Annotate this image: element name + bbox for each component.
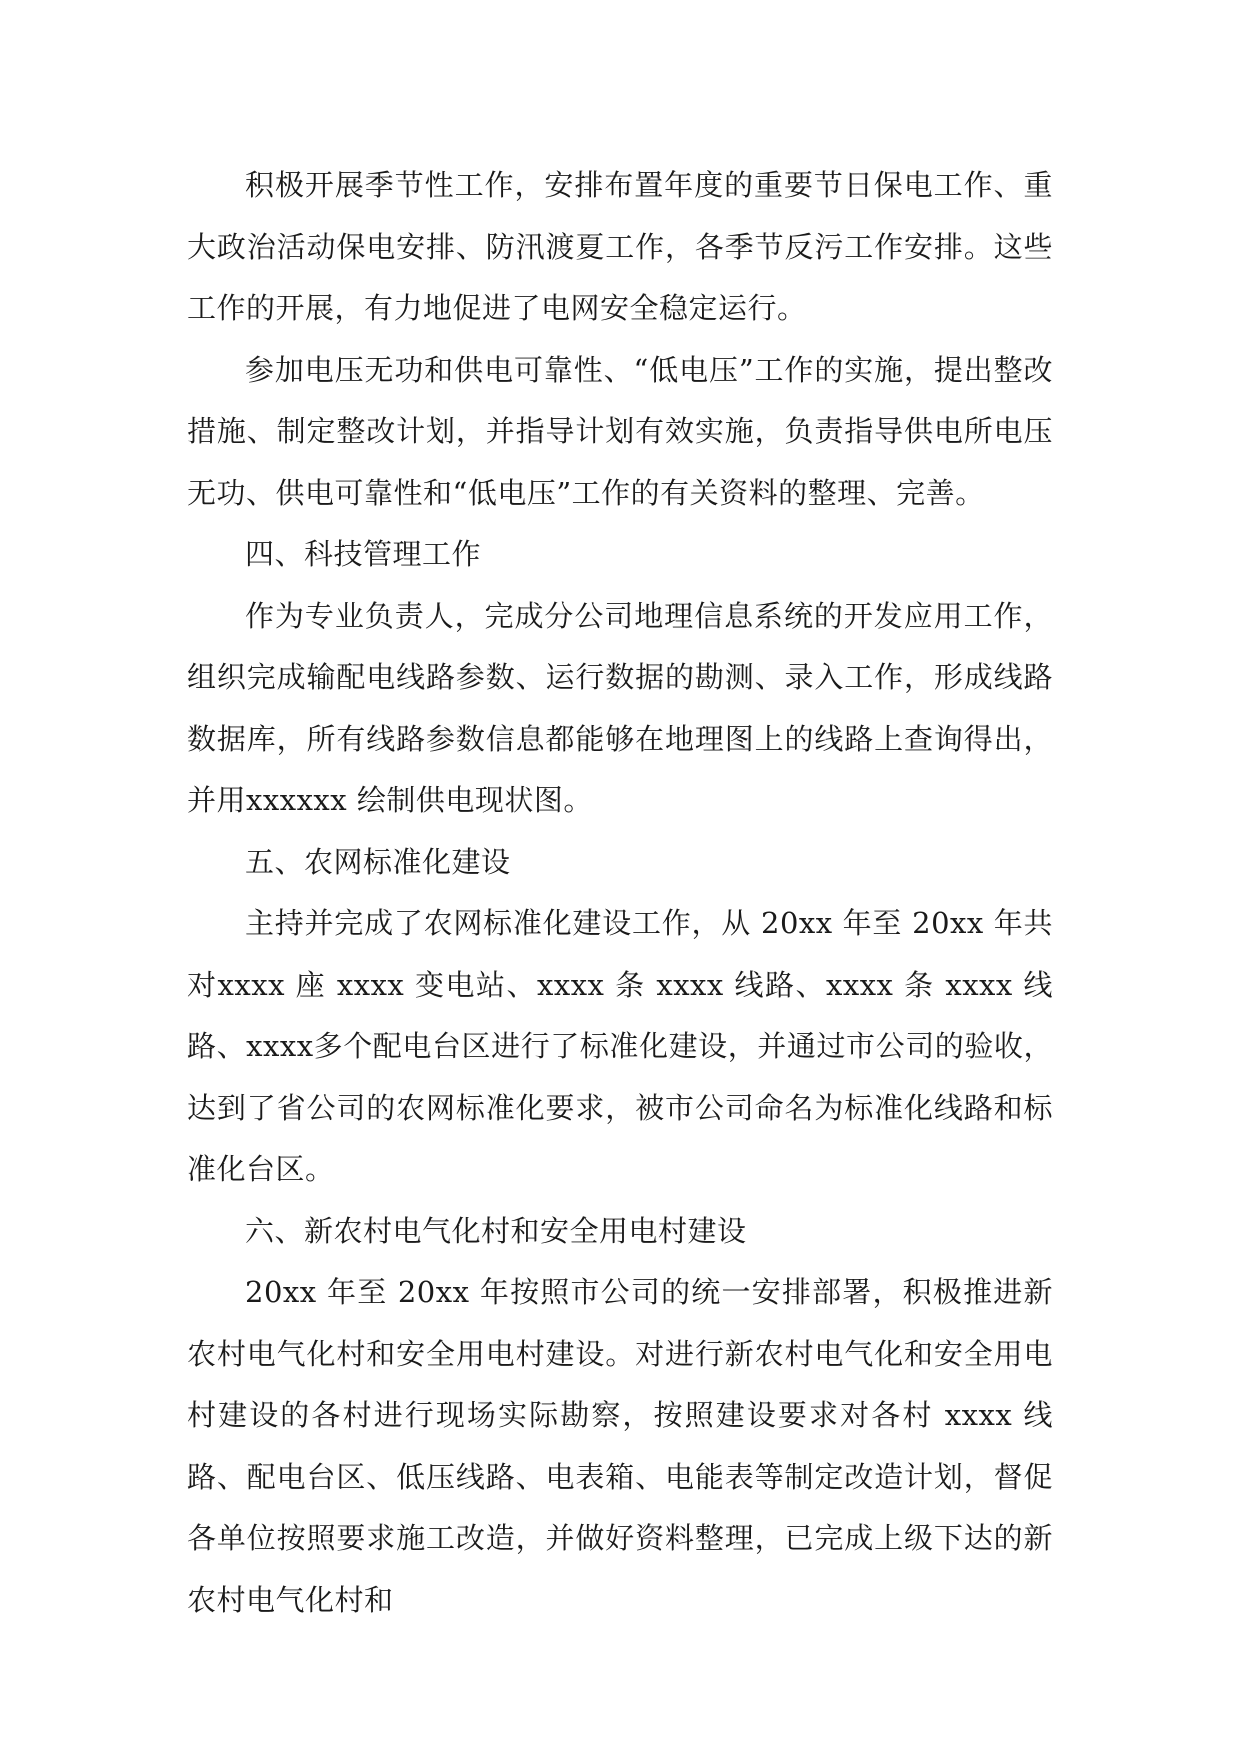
heading-tech-management: 四、科技管理工作	[245, 537, 482, 571]
heading-rural-electrification: 六、新农村电气化村和安全用电村建设	[245, 1213, 747, 1248]
paragraph-voltage-reliability: 参加电压无功和供电可靠性、“低电压”工作的实施，提出整改措施、制定整改计划，并指导计划有效实施，负责指导供电所电压无功、供电可靠性和“低电压”工作的有关资料的整理、完善。	[187, 352, 1053, 510]
paragraph-grid-standardization: 主持并完成了农网标准化建设工作，从 20xx 年至 20xx 年共对xxxx 座 xxxx 变电站、xxxx 条 xxxx 线路、xxxx 条 xxxx 线路、xxxx多个配电台区进行了标准化建设，并通过市公司的验收，达到了省公司的农网标准化要求，被市公司命名为标准化线路和标准化台区。	[187, 906, 1053, 1186]
paragraph-gis-system: 作为专业负责人，完成分公司地理信息系统的开发应用工作，组织完成输配电线路参数、运行数据的勘测、录入工作，形成线路数据库，所有线路参数信息都能够在地理图上的线路上查询得出，并用xxxxxx 绘制供电现状图。	[187, 598, 1053, 817]
paragraph-rural-electrification: 20xx 年至 20xx 年按照市公司的统一安排部署，积极推进新农村电气化村和安全用电村建设。对进行新农村电气化和安全用电村建设的各村进行现场实际勘察，按照建设要求对各村 xxxx 线路、配电台区、低压线路、电表箱、电能表等制定改造计划，督促各单位按照要求施工改造，并做好资料整理，已完成上级下达的新农村电气化村和	[187, 1275, 1053, 1617]
document-body	[187, 155, 1053, 1631]
heading-grid-standardization: 五、农网标准化建设	[245, 844, 511, 879]
paragraph-seasonal-work: 积极开展季节性工作，安排布置年度的重要节日保电工作、重大政治活动保电安排、防汛渡夏工作，各季节反污工作安排。这些工作的开展，有力地促进了电网安全稳定运行。	[187, 168, 1053, 325]
